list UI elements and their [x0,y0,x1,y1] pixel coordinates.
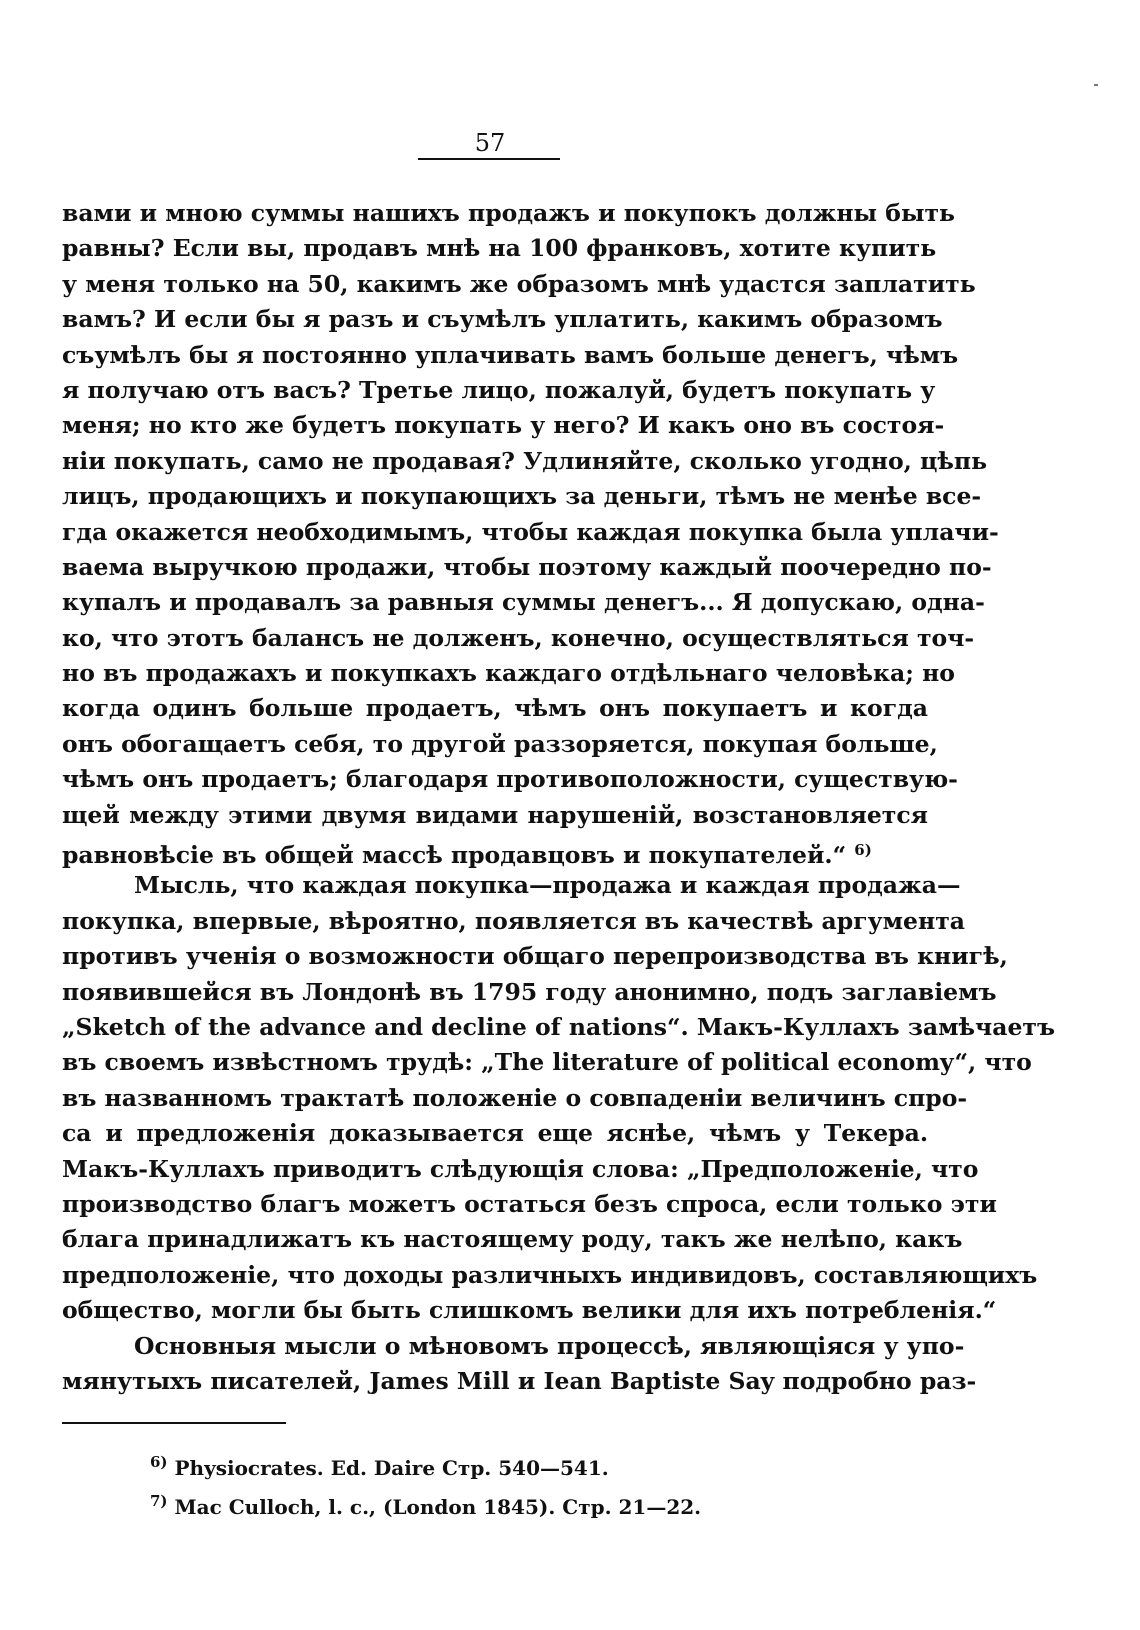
text-line: чѣмъ онъ продаетъ; благодаря противоположности, существую- [62,765,958,794]
text-line: вамъ? И если бы я разъ и съумѣлъ уплатить, какимъ образомъ [62,305,943,334]
text-line: когда одинъ больше продаетъ, чѣмъ онъ покупаетъ и когда [62,694,928,723]
text-line: „Sketch of the advance and decline of nations“. Макъ-Куллахъ замѣчаетъ [62,1012,1056,1041]
footnote-rule [62,1422,286,1424]
text-line: я получаю отъ васъ? Третье лицо, пожалуй, будетъ покупать у [62,375,936,404]
footnote-marker: 6) [150,1453,168,1471]
text-line: щей между этими двумя видами нарушенiй, возстановляется [62,800,928,829]
text-line: ко, что этотъ балансъ не долженъ, конечно, осуществляться точ- [62,623,975,652]
text-line: въ своемъ извѣстномъ трудѣ: „The literature of political economy“, что [62,1048,1032,1077]
paragraph-start-line: Основныя мысли о мѣновомъ процессѣ, являющiяся у упо- [134,1331,965,1360]
text-line: Макъ-Куллахъ приводитъ слѣдующiя слова: „Предположенiе, что [62,1154,979,1183]
main-text [62,196,1056,1399]
text-line: вами и мною суммы нашихъ продажъ и покупокъ должны быть [62,199,956,227]
text-line: съумѣлъ бы я постоянно уплачивать вамъ больше денегъ, чѣмъ [62,340,959,369]
paragraph-start-line: Мысль, что каждая покупка—продажа и каждая продажа— [134,871,961,900]
text-line: противъ ученiя о возможности общаго перепроизводства въ книгѣ, [62,942,1008,971]
text-line: мянутыхъ писателей, James Mill и Iean Baptiste Say подробно раз- [62,1366,977,1395]
page-number-rule [418,158,560,160]
text-line: появившейся въ Лондонѣ въ 1795 году анонимно, подъ заглавiемъ [62,977,997,1006]
text-line: общество, могли бы быть слишкомъ велики для ихъ потребленiя.“ [62,1296,997,1325]
page-number: 57 [474,129,506,157]
text-line: меня; но кто же будетъ покупать у него? И какъ оно въ состоя- [62,411,945,440]
text-line: ваема выручкою продажи, чтобы поэтому каждый поочередно по- [62,552,992,581]
text-line: равны? Если вы, продавъ мнѣ на 100 франковъ, хотите купить [62,234,937,263]
text-line: са и предложенiя доказывается еще яснѣе, чѣмъ у Текера. [62,1119,928,1148]
text-line: покупка, впервые, вѣроятно, появляется въ качествѣ аргумента [62,906,965,935]
text-line-with-footnote-ref [62,833,928,868]
text-line: въ названномъ трактатѣ положенiе о совпаденiи величинъ спро- [62,1083,968,1112]
footnote-text: Mac Culloch, l. c., (London 1845). Стр. 21—22. [174,1495,702,1519]
text-line: купалъ и продавалъ за равныя суммы денегъ... Я допускаю, одна- [62,588,985,617]
text-line: предположенiе, что доходы различныхъ индивидовъ, составляющихъ [62,1260,1038,1289]
text-line: но въ продажахъ и покупкахъ каждаго отдѣльнаго человѣка; но [62,659,955,688]
footnote-ref-6: 6) [854,841,872,860]
text-line: блага принадлижатъ къ настоящему роду, такъ же нелѣпо, какъ [62,1225,963,1254]
text-line: онъ обогащаетъ себя, то другой раззоряется, покупая больше, [62,729,938,758]
footnote-marker: 7) [150,1492,168,1510]
text-line: у меня только на 50, какимъ же образомъ мнѣ удастся заплатить [62,269,976,298]
text-line: гда окажется необходимымъ, чтобы каждая покупка была уплачи- [62,517,999,546]
scan-speck [1094,84,1098,86]
text-line-content: равновѣсiе въ общей массѣ продавцовъ и покупателей.“ [62,841,847,870]
text-line: нiи покупать, само не продавая? Удлиняйте, сколько угодно, цѣпь [62,446,988,475]
footnote-text: Physiocrates. Ed. Daire Стр. 540—541. [174,1456,609,1480]
text-line: лицъ, продающихъ и покупающихъ за деньги, тѣмъ не менѣе все- [62,482,982,511]
footnotes [150,1446,790,1524]
footnote-7 [150,1485,790,1524]
text-line: производство благъ можетъ остаться безъ спроса, если только эти [62,1189,997,1218]
footnote-6 [150,1446,790,1485]
